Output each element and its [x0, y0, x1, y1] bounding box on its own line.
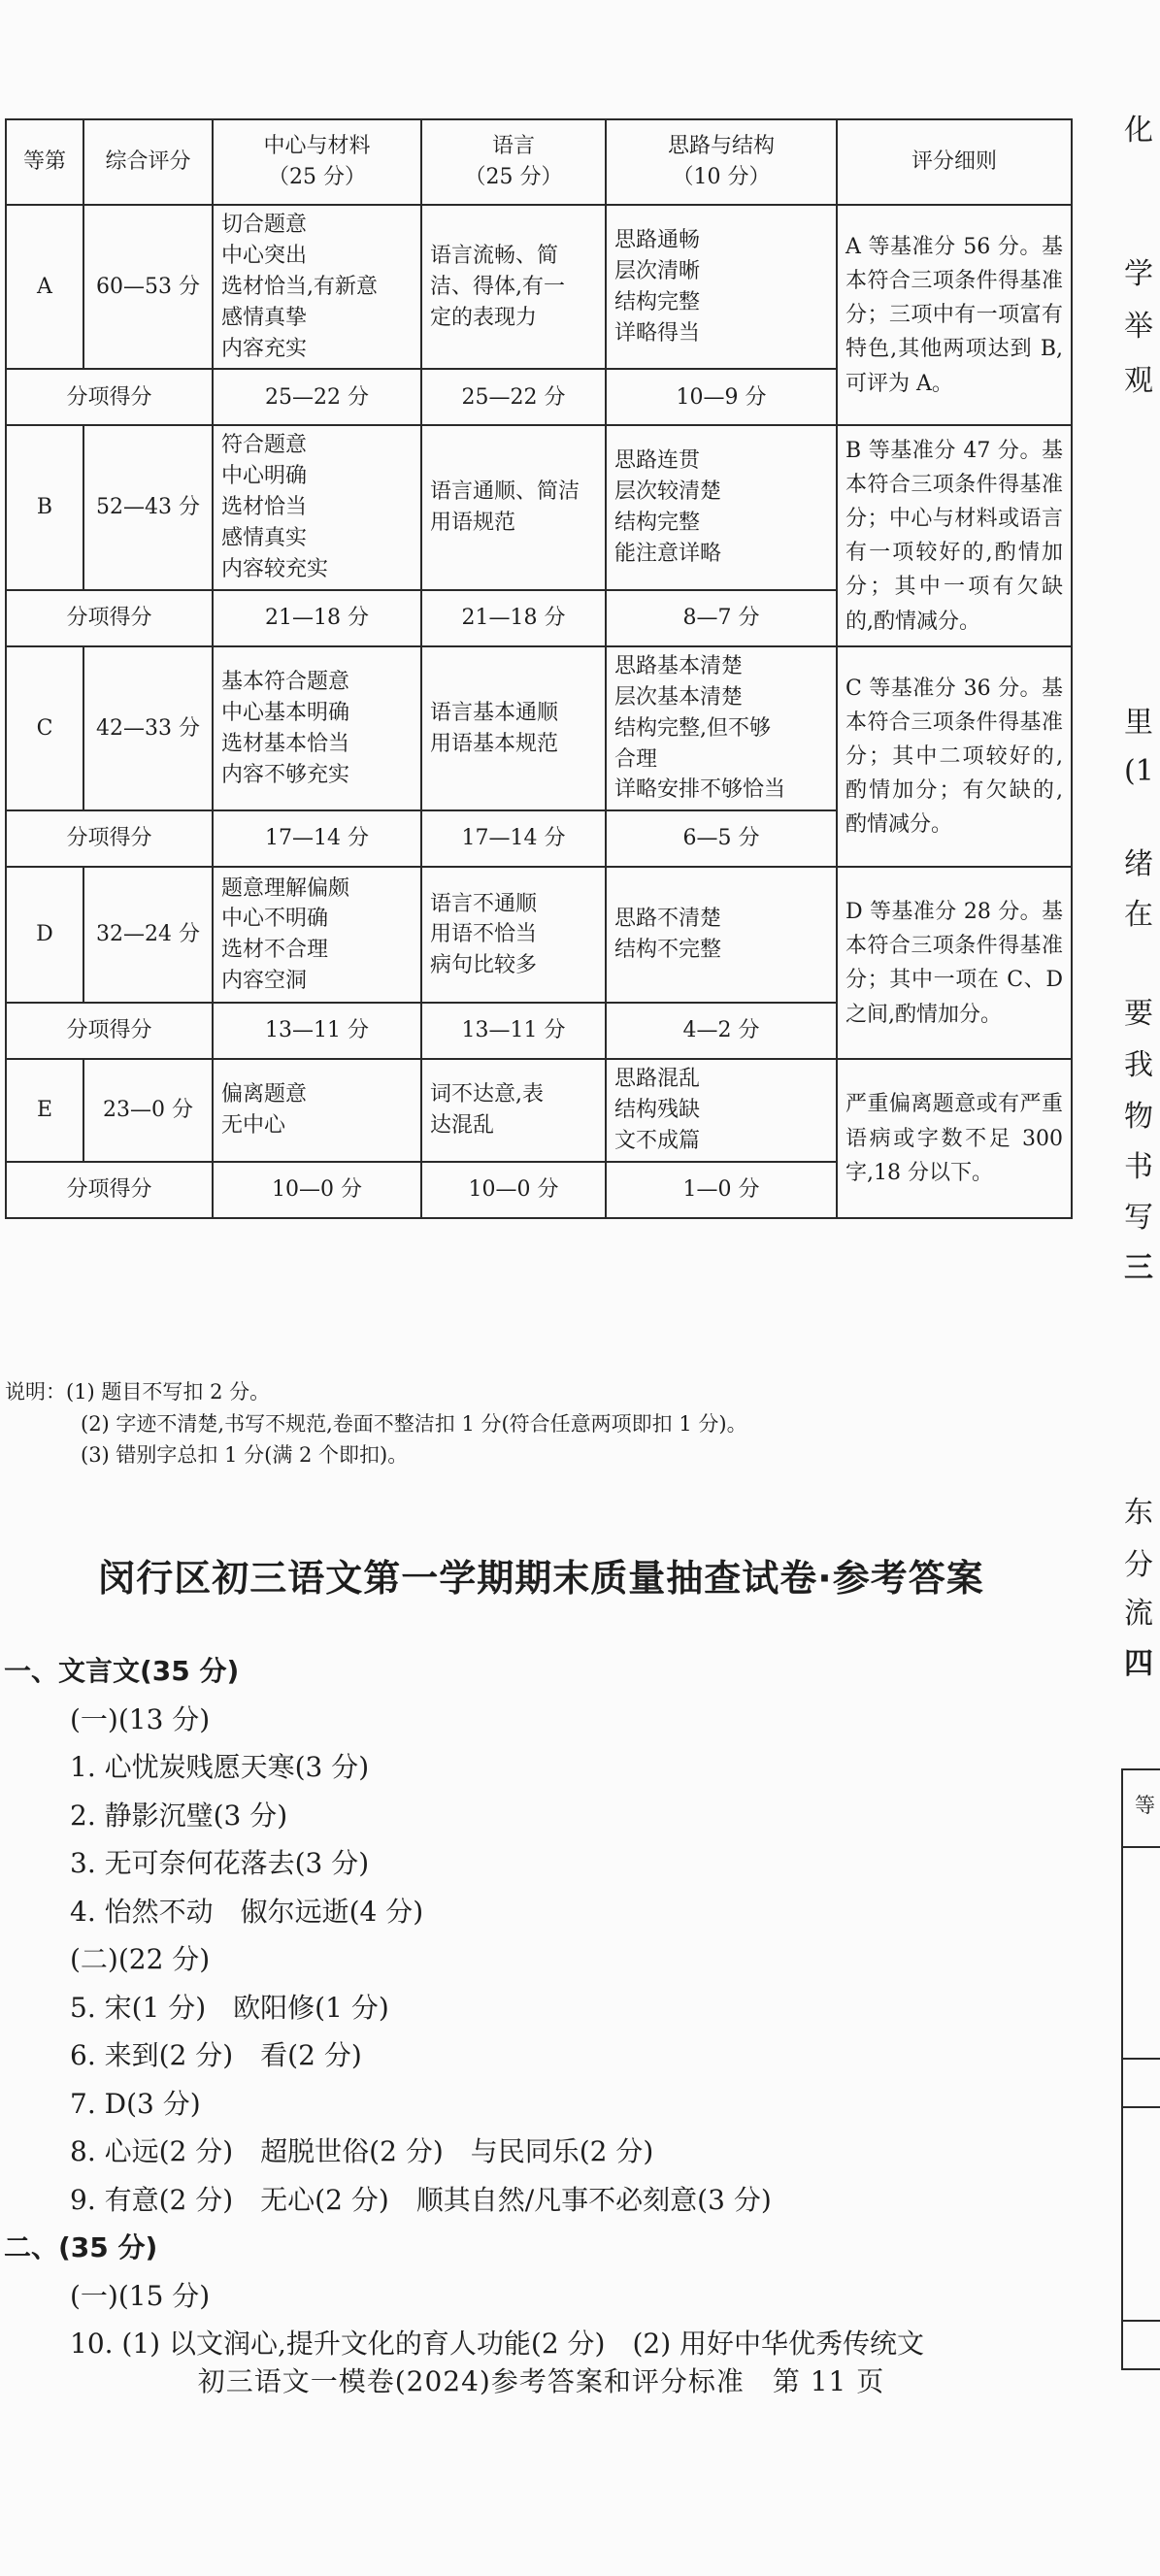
structure-criteria — [606, 1059, 837, 1162]
structure-criteria-line: 层次较清楚 — [614, 479, 722, 505]
subscore-language: 17—14 分 — [421, 810, 606, 867]
grade-detail: 严重偏离题意或有严重语病或字数不足 300 字,18 分以下。 — [837, 1059, 1072, 1218]
adjacent-page-char: 写 — [1124, 1201, 1153, 1235]
score-range: 60—53 分 — [83, 205, 213, 369]
grade-letter: E — [6, 1059, 83, 1162]
answer-section-heading: 二、(35 分) — [4, 2231, 158, 2263]
language-criteria-line: 病句比较多 — [430, 953, 538, 978]
subscore-content: 21—18 分 — [213, 590, 421, 646]
adjacent-page-char: 书 — [1124, 1150, 1153, 1184]
language-criteria — [421, 1059, 606, 1162]
grade-row — [6, 1059, 1072, 1162]
grade-row — [6, 646, 1072, 810]
note-line: (3) 错别字总扣 1 分(满 2 个即扣)。 — [81, 1443, 409, 1468]
answer-item: 1. 心忧炭贱愿天寒(3 分) — [70, 1751, 370, 1783]
grade-letter: B — [6, 425, 83, 589]
subscore-content: 25—22 分 — [213, 369, 421, 425]
subscore-structure: 8—7 分 — [606, 590, 837, 646]
grade-detail: B 等基准分 47 分。基本符合三项条件得基准分；中心与材料或语言有一项较好的,酌情加分；其中一项有欠缺的,酌情减分。 — [837, 425, 1072, 645]
structure-criteria-line: 层次清晰 — [614, 258, 701, 283]
grade-letter: D — [6, 867, 83, 1003]
answer-item: 3. 无可奈何花落去(3 分) — [70, 1847, 370, 1879]
adjacent-page-char: 化 — [1124, 114, 1153, 148]
grade-row — [6, 425, 1072, 589]
language-criteria-line: 用语基本规范 — [430, 731, 559, 756]
adjacent-table-label: 等 — [1135, 1794, 1155, 1817]
subscore-label: 分项得分 — [6, 1003, 213, 1059]
adjacent-page-char: 学 — [1124, 257, 1153, 291]
content-criteria-line: 内容充实 — [221, 336, 308, 361]
language-criteria — [421, 646, 606, 810]
language-criteria-line: 语言通顺、简洁 — [430, 479, 580, 505]
content-criteria-line: 无中心 — [221, 1113, 286, 1139]
subscore-language: 25—22 分 — [421, 369, 606, 425]
header-content: 中心与材料 （25 分） — [213, 119, 421, 205]
subscore-structure: 4—2 分 — [606, 1003, 837, 1059]
grade-row — [6, 205, 1072, 369]
adjacent-page-char: 要 — [1124, 997, 1153, 1031]
adjacent-page-char: 东 — [1124, 1496, 1153, 1530]
structure-criteria — [606, 646, 837, 810]
language-criteria — [421, 205, 606, 369]
adjacent-page-char: 物 — [1124, 1100, 1153, 1134]
language-criteria-line: 用语不恰当 — [430, 922, 538, 947]
subscore-label: 分项得分 — [6, 1162, 213, 1218]
answer-item: 2. 静影沉璧(3 分) — [70, 1799, 288, 1832]
answer-item: 7. D(3 分) — [70, 2087, 201, 2120]
structure-criteria-line: 思路通畅 — [614, 227, 701, 252]
header-language: 语言 （25 分） — [421, 119, 606, 205]
structure-criteria-line: 结构完整,但不够 — [614, 715, 771, 741]
adjacent-page-char: 四 — [1124, 1647, 1153, 1681]
grade-detail: D 等基准分 28 分。基本符合三项条件得基准分；其中一项在 C、D 之间,酌情加分。 — [837, 867, 1072, 1059]
adjacent-page-table — [1121, 1768, 1160, 2370]
content-criteria-line: 符合题意 — [221, 433, 308, 458]
language-criteria — [421, 867, 606, 1003]
score-range: 42—33 分 — [83, 646, 213, 810]
content-criteria-line: 切合题意 — [221, 213, 308, 237]
adjacent-page-char: 在 — [1124, 898, 1153, 932]
structure-criteria-line: 思路不清楚 — [614, 907, 722, 932]
structure-criteria-line: 结构完整 — [614, 289, 701, 314]
adjacent-page-char: 分 — [1124, 1548, 1153, 1582]
content-criteria-line: 基本符合题意 — [221, 669, 350, 694]
notes — [5, 1376, 747, 1471]
subscore-label: 分项得分 — [6, 810, 213, 867]
answer-item: 10. (1) 以文润心,提升文化的育人功能(2 分) (2) 用好中华优秀传统文 — [70, 2328, 925, 2360]
header-detail: 评分细则 — [837, 119, 1072, 205]
page-footer: 初三语文一模卷(2024)参考答案和评分标准 第 11 页 — [197, 2365, 885, 2397]
structure-criteria-line: 层次基本清楚 — [614, 684, 744, 710]
content-criteria-line: 偏离题意 — [221, 1082, 308, 1107]
language-criteria-line: 词不达意,表 — [430, 1082, 544, 1107]
subscore-structure: 10—9 分 — [606, 369, 837, 425]
subscore-label: 分项得分 — [6, 590, 213, 646]
content-criteria — [213, 646, 421, 810]
content-criteria-line: 中心不明确 — [221, 907, 329, 932]
table-header-row — [6, 119, 1072, 205]
language-criteria-line: 语言不通顺 — [430, 891, 538, 916]
note-line: (2) 字迹不清楚,书写不规范,卷面不整洁扣 1 分(符合任意两项即扣 1 分)。 — [81, 1411, 747, 1436]
header-grade: 等第 — [6, 119, 83, 205]
subscore-content: 10—0 分 — [213, 1162, 421, 1218]
structure-criteria — [606, 425, 837, 589]
subscore-language: 13—11 分 — [421, 1003, 606, 1059]
score-range: 32—24 分 — [83, 867, 213, 1003]
adjacent-page-char: 里 — [1124, 706, 1153, 740]
grade-row — [6, 867, 1072, 1003]
content-criteria-line: 内容空洞 — [221, 969, 308, 994]
content-criteria-line: 选材基本恰当 — [221, 731, 350, 756]
language-criteria-line: 达混乱 — [430, 1113, 495, 1139]
answer-item: (二)(22 分) — [70, 1943, 211, 1975]
content-criteria-line: 内容较充实 — [221, 557, 329, 582]
content-criteria-line: 内容不够充实 — [221, 762, 350, 787]
language-criteria-line: 语言流畅、简 — [430, 243, 559, 268]
answer-section-heading: 一、文言文(35 分) — [4, 1655, 240, 1687]
language-criteria-line: 洁、得体,有一 — [430, 274, 565, 299]
content-criteria-line: 中心基本明确 — [221, 700, 350, 725]
subscore-language: 21—18 分 — [421, 590, 606, 646]
content-criteria-line: 选材不合理 — [221, 938, 329, 963]
note-line: 说明：(1) 题目不写扣 2 分。 — [5, 1380, 271, 1404]
header-total-score: 综合评分 — [83, 119, 213, 205]
answer-item: 4. 怡然不动 俶尔远逝(4 分) — [70, 1895, 424, 1928]
content-criteria-line: 中心明确 — [221, 464, 308, 489]
grade-letter: C — [6, 646, 83, 810]
content-criteria-line: 选材恰当,有新意 — [221, 274, 378, 299]
structure-criteria-line: 结构不完整 — [614, 938, 722, 963]
structure-criteria-line: 思路连贯 — [614, 448, 701, 474]
language-criteria-line: 用语规范 — [430, 511, 516, 536]
subscore-content: 13—11 分 — [213, 1003, 421, 1059]
grading-table-body — [6, 205, 1072, 1218]
structure-criteria — [606, 205, 837, 369]
header-structure: 思路与结构 （10 分） — [606, 119, 837, 205]
structure-criteria-line: 思路基本清楚 — [614, 653, 744, 678]
adjacent-page-char: 观 — [1124, 364, 1153, 398]
adjacent-page-char: 绪 — [1124, 847, 1153, 881]
language-criteria-line: 定的表现力 — [430, 305, 538, 330]
structure-criteria-line: 详略得当 — [614, 320, 701, 346]
language-criteria — [421, 425, 606, 589]
score-range: 23—0 分 — [83, 1059, 213, 1162]
subscore-structure: 1—0 分 — [606, 1162, 837, 1218]
content-criteria-line: 题意理解偏颇 — [221, 875, 350, 901]
structure-criteria-line: 合理 — [614, 746, 658, 772]
answer-item: 8. 心远(2 分) 超脱世俗(2 分) 与民同乐(2 分) — [70, 2135, 654, 2167]
structure-criteria-line: 能注意详略 — [614, 542, 722, 567]
answer-item: 5. 宋(1 分) 欧阳修(1 分) — [70, 1991, 389, 2024]
adjacent-page-char: 流 — [1124, 1597, 1153, 1631]
subscore-content: 17—14 分 — [213, 810, 421, 867]
answer-item: 6. 来到(2 分) 看(2 分) — [70, 2039, 362, 2071]
subscore-language: 10—0 分 — [421, 1162, 606, 1218]
structure-criteria-line: 结构残缺 — [614, 1098, 701, 1123]
subscore-label: 分项得分 — [6, 369, 213, 425]
answer-item: (一)(15 分) — [70, 2279, 211, 2312]
content-criteria-line: 感情真挚 — [221, 305, 308, 330]
page-title: 闵行区初三语文第一学期期末质量抽查试卷·参考答案 — [98, 1557, 984, 1600]
content-criteria-line: 感情真实 — [221, 526, 308, 551]
content-criteria — [213, 425, 421, 589]
structure-criteria-line: 详略安排不够恰当 — [614, 777, 786, 803]
grading-table — [5, 118, 1073, 1219]
answer-item: 9. 有意(2 分) 无心(2 分) 顺其自然/凡事不必刻意(3 分) — [70, 2183, 772, 2216]
content-criteria — [213, 867, 421, 1003]
adjacent-page-char: 举 — [1124, 310, 1153, 344]
adjacent-page-char: 我 — [1124, 1048, 1153, 1082]
language-criteria-line: 语言基本通顺 — [430, 700, 559, 725]
structure-criteria-line: 文不成篇 — [614, 1129, 701, 1154]
grade-detail: C 等基准分 36 分。基本符合三项条件得基准分；其中二项较好的,酌情加分；有欠缺的,酌情减分。 — [837, 646, 1072, 867]
answer-item: (一)(13 分) — [70, 1702, 211, 1735]
subscore-structure: 6—5 分 — [606, 810, 837, 867]
content-criteria-line: 选材恰当 — [221, 495, 308, 520]
grade-letter: A — [6, 205, 83, 369]
answer-list — [0, 1647, 1077, 2368]
content-criteria — [213, 205, 421, 369]
content-criteria — [213, 1059, 421, 1162]
structure-criteria-line: 结构完整 — [614, 511, 701, 536]
adjacent-page-char: 三 — [1124, 1251, 1153, 1285]
adjacent-page-char: (1 — [1124, 754, 1154, 788]
structure-criteria — [606, 867, 837, 1003]
grade-detail: A 等基准分 56 分。基本符合三项条件得基准分；三项中有一项富有特色,其他两项达到 B,可评为 A。 — [837, 205, 1072, 425]
content-criteria-line: 中心突出 — [221, 243, 308, 268]
score-range: 52—43 分 — [83, 425, 213, 589]
structure-criteria-line: 思路混乱 — [614, 1067, 701, 1092]
